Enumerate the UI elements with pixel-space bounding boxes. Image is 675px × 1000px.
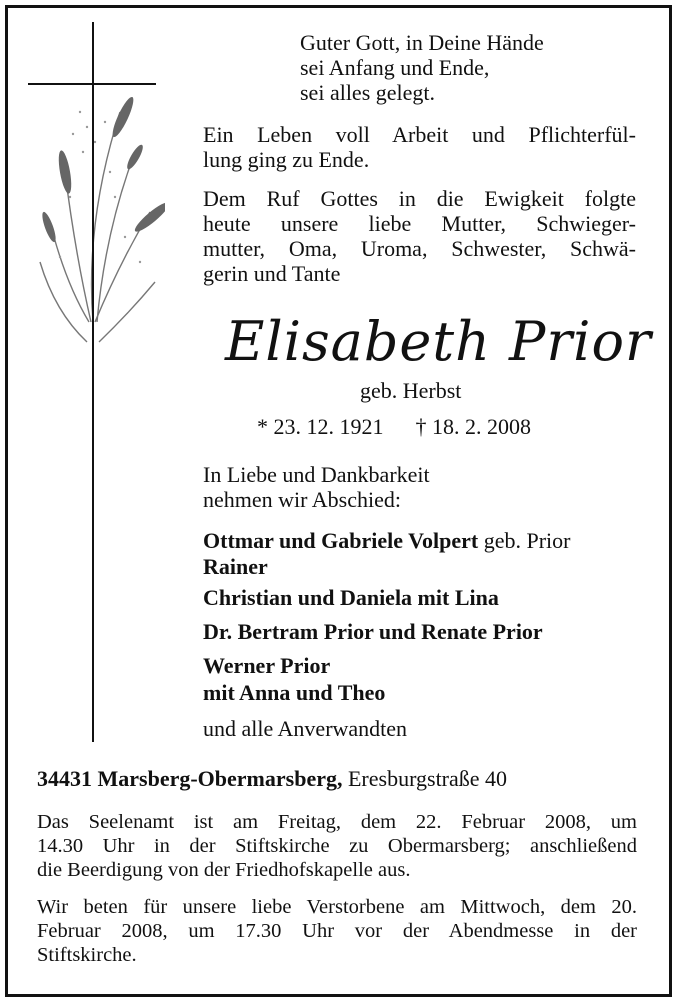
mourner-note: geb. Prior [478,528,571,553]
text-line: In Liebe und Dankbarkeit [203,462,430,487]
death-date: † 18. 2. 2008 [415,414,531,439]
text-line: mutter, Oma, Uroma, Schwester, Schwä- [203,236,636,261]
maiden-name: geb. Herbst [360,378,462,403]
poem-line: Guter Gott, in Deine Hände [300,30,544,55]
text-line: gerin und Tante [203,261,341,286]
wheat-ears [40,95,165,243]
text-line: Dem Ruf Gottes in die Ewigkeit folgte [203,186,636,211]
text-line: Wir beten für unsere liebe Verstorbene am Mittwoch, dem 20. [37,896,637,918]
text-line: Das Seelenamt ist am Freitag, dem 22. Februar 2008, um [37,811,637,833]
poem-line: sei Anfang und Ende, [300,55,490,80]
intro-paragraph-1 [203,122,636,172]
mourner-4: Dr. Bertram Prior und Renate Prior [203,619,543,644]
address-city: 34431 Marsberg-Obermarsberg, [37,766,343,791]
text-line: nehmen wir Abschied: [203,487,401,512]
poem-line: sei alles gelegt. [300,80,436,105]
mourner-3: Christian und Daniela mit Lina [203,585,499,610]
service-info [37,810,637,882]
mourner-7: und alle Anverwandten [203,716,408,741]
mourner-6: mit Anna und Theo [203,680,386,705]
text-line: Ein Leben voll Arbeit und Pflichterfül- [203,122,636,147]
life-dates [257,414,531,439]
mourner-1 [203,528,570,553]
mourner-5: Werner Prior [203,653,331,678]
address [37,766,507,791]
intro-paragraph-2 [203,186,636,286]
text-line: die Beerdigung von der Friedhofskapelle aus. [37,859,411,881]
deceased-name: Elisabeth Prior [225,310,652,373]
text-line: Stiftskirche. [37,944,137,966]
mourner-2: Rainer [203,554,268,579]
text-line: lung ging zu Ende. [203,147,370,172]
mourner-name: Ottmar und Gabriele Volpert [203,528,479,553]
birth-date: * 23. 12. 1921 [257,414,384,439]
cross-with-wheat-illustration [25,22,165,742]
address-street: Eresburgstraße 40 [342,766,508,791]
farewell-text [203,462,430,512]
text-line: Februar 2008, um 17.30 Uhr vor der Abendmesse in der [37,920,637,942]
mass-info [37,895,637,967]
poem [300,30,544,105]
text-line: heute unsere liebe Mutter, Schwieger- [203,211,636,236]
text-line: 14.30 Uhr in der Stiftskirche zu Obermarsberg; anschließend [37,835,637,857]
